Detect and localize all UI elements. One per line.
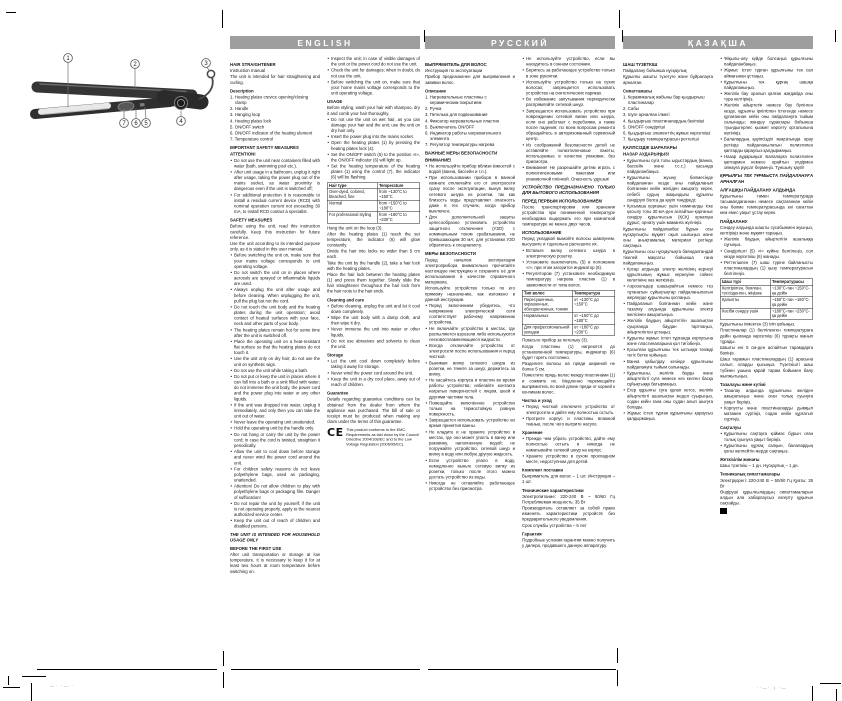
callout-7: 7 (122, 121, 126, 127)
paragraph: Прибор предназначен для выпрямления и завивки волос. (425, 74, 515, 85)
section-heading: Чистка и уход (522, 398, 552, 404)
bullet-item: • Inspect the unit; in case of visible damages of the unit or the power cord do not use the unit. (327, 56, 420, 67)
numbered-item: 4. Қыздырғыш пластиналардың бекіткіші (623, 118, 705, 124)
bullet-item: • Всегда отключайте устройство от электросети после использования и перед чисткой. (425, 343, 515, 360)
bullet-item: • Before switching the unit on, make sure that your home mains voltage corresponds to the unit operating voltage. (327, 79, 420, 96)
bullet-item: • Open the heating plates (1) by pressing the heating plates lock (4). (327, 140, 420, 151)
bullet-item: • Hold the operating unit by the handle only. (230, 426, 320, 432)
section-heading: Технические характеристики (522, 487, 584, 493)
temperature-dial (175, 97, 188, 110)
fold-mark (617, 648, 618, 663)
crop-mark (820, 683, 841, 684)
bullet-item: • Во избежание запутывания периодически распрямляйте сетевой шнур. (522, 97, 615, 108)
bullet-item: • Не используйте прибор вблизи ёмкостей с водой (ванна, бассейн и т.п.). (425, 163, 515, 174)
bullet-item: • Place the operating unit on a heat-resistant flat surface so that the heating plates do not touch it. (230, 339, 320, 356)
paragraph: After the heating plates (1) reach the set temperature, the indicator (6) will glow constantly. (327, 231, 420, 248)
language-header-russian (425, 36, 615, 49)
callout-3: 3 (204, 61, 208, 67)
section-english (230, 36, 420, 574)
bullet-item: • Вставьте вилку сетевого шнура в электрическую розетку. (522, 248, 615, 259)
bullet-item: • Желілік баудың айыртетігін ашалықтан суырғанда баудан тартпаңыз, айыртетіктен ұстаңыз. (623, 318, 713, 335)
section-heading: АЛҒАШҚЫ ПАЙДАЛАНУ АЛДЫНДА (720, 187, 796, 193)
paragraph: Use the unit according to its intended purpose only, as it is stated in this user manual. (230, 240, 320, 252)
table-cell: от ~150°С до ~180°С (572, 313, 615, 324)
attention-heading: НАЗАР АУДАРЫҢЫЗ! (623, 151, 670, 157)
paragraph: Поместите прядь волос между пластинами (1) и сожмите их. Медленно перемещайте выпрямитель по всей длине пряди от корней к кончикам волос. (522, 372, 615, 395)
table-header-cell: Temperature (377, 183, 420, 189)
table-header-cell: Температурасы (770, 279, 813, 285)
section-heading: ШАШ ТҮЗЕТКІШ (623, 62, 658, 67)
table-cell: от ~180°С до ~230°С (572, 324, 615, 335)
crop-mark (31, 683, 32, 701)
ce-certification-block (327, 428, 420, 447)
section-heading: SAFETY MEASURES (230, 217, 273, 223)
crop-mark (6, 12, 16, 13)
bullet-item: • Желілік баудың айыртетігін ашалыққа сұғыңыз. (720, 237, 813, 248)
table-cell: Пересушенных, окрашенных, обесцвеченных, тонких (522, 297, 572, 313)
bullet-item: • Қосылған құрылғыны тек ыстыққа төзімді тегіс бетке қойыңыз. (623, 347, 713, 358)
bullet-item: • Не касайтесь корпуса и пластин во время работы устройства; избегайте контакта нагретых поверхностей с лицом, шеей и другими частями тела. (425, 378, 515, 400)
bullet-item: • Ванна қабылдау кезінде құрылғыны пайдалануға тыйым салынады. (623, 359, 713, 370)
section-heading: Хранение (522, 430, 543, 436)
section-heading: Комплект поставки (522, 467, 563, 473)
table-cell: Кәсіби сәндеу үшін (720, 308, 770, 319)
crop-mark (8, 676, 9, 685)
bottom-rule (231, 669, 420, 670)
paragraph: Выпрямитель для волос – 1 шт. Инструкция – 1 шт. (522, 473, 615, 485)
paragraph: Before styling, wash your hair with shampoo, dry it and comb your hair thoroughly. (327, 105, 420, 116)
bullet-item: • Егер құрылғы суға құлап кетсе, желілік айыртетікті ашалықтан жедел суырыңыз, содан кейін ғана оны судан алып шығуға болады. (623, 388, 713, 410)
bullet-item: • Не используйте устройство, если вы находитесь в сонном состоянии. (522, 56, 615, 67)
bullet-item: • For children safety reasons do not leave polyethylene bags, used as packaging, unattended. (230, 466, 320, 483)
bullet-item: • Из соображений безопасности детей не оставляйте полиэтиленовые пакеты, используемые в качестве упаковки, без присмотра. (522, 142, 615, 164)
paragraph: Шаш тарамын пластиналардың (1) арасына салып, оларды қысыңыз. Түзеткішті шаш түбінен ұшына қарай тарам бойымен баяу жылжытыңыз. (720, 356, 813, 379)
table-cell: ~130°С-тан ~150°С-қа дейін (770, 285, 813, 296)
table-cell: from ~150°C to ~180°C (377, 200, 420, 211)
bullet-item: • For additional protection it is reasonable to install a residual current device (RCD) with nominal operation current not exceeding 30 mA, to install RCD contact a specialist. (230, 192, 320, 214)
bullet-item: • При использовании прибора в ванной комнате отключайте его от электросети сразу после эксплуатации, вынув вилку сетевого шнура из розетки, так как близость воды представляет опасность даже в тех случаях, когда прибор выключен; (425, 175, 515, 214)
language-header-english (230, 36, 420, 49)
table-row (327, 212, 420, 223)
table-cell: Для профессиональной укладки (522, 324, 572, 335)
bullet-item: • Не включайте устройство в местах, где распыляются аэрозоли либо используются легковоспламеняющиеся жидкости. (425, 326, 515, 343)
table-row (720, 297, 813, 308)
bullet-item: • Wipe the unit body with a damp cloth, and then wipe it dry. (327, 315, 420, 326)
language-header-label: ҚАЗАҚША (687, 37, 749, 48)
paragraph: Instruction manual (230, 68, 266, 74)
bullet-item: • Check the unit for damages; when in doubt, do not use the unit. (327, 68, 420, 79)
paragraph: Сәндеу алдында шашты сусабынмен жуыңыз, кептіріңіз және мұқият тараңыз. (720, 224, 813, 236)
bullet-item: • Перед включением убедитесь, что напряжение электрической сети соответствует рабочему напряжению устройства. (425, 303, 515, 325)
bullet-item: • Реттегішпен (7) шаш түріне байланысты пластиналардың (1) қызу температурасын белгілеңіз. (720, 260, 813, 277)
bullet-item: • Never immerse the unit into water or other liquids. (327, 327, 420, 338)
paragraph: The unit is intended for hair straightening and curling. (230, 74, 320, 85)
table-cell: from ~180°C to ~230°C (377, 212, 420, 223)
section-kazakh (623, 36, 813, 506)
table-row (327, 189, 420, 200)
paragraph: Құрылғыны осы нұсқаулықта баяндалғандай тікелей мақсаты бойынша ғана пайдаланыңыз. (623, 249, 713, 266)
numbered-item: 5. ON/OFF сөндіргіші (623, 124, 665, 130)
paragraph: Инструкция по эксплуатации (425, 68, 483, 74)
fold-mark (617, 670, 618, 686)
bullet-item: • Пайдаланып болғаннан кейін және тазалау алдында құрылғыны электр желісінен ажыратыңыз. (623, 301, 713, 318)
household-use-notice: THE UNIT IS INTENDED FOR HOUSEHOLD USAGE ONLY (230, 531, 320, 543)
callout-1: 1 (66, 56, 70, 62)
certification-mark-icon (720, 508, 727, 514)
bullet-item: • Do not use the unit near containers filled with water (bath, swimming pool etc.). (230, 158, 320, 169)
product-illustration (28, 50, 220, 136)
section-heading: Гарантия (522, 531, 542, 537)
numbered-item: 6. Қыздырғыш элементтің жұмыс көрсеткіші (623, 130, 711, 136)
section-heading: ВЫПРЯМИТЕЛЬ ДЛЯ ВОЛОС (425, 62, 487, 67)
fold-mark (223, 651, 224, 666)
bullet-item: • Never wind the power cord around the unit. (327, 370, 420, 376)
table-row (720, 308, 813, 319)
temperature-table (522, 290, 615, 336)
section-heading: ПЕРЕД ПЕРВЫМ ИСПОЛЬЗОВАНИЕМ (522, 198, 602, 204)
section-heading: МЕРЫ БЕЗОПАСНОСТИ (425, 251, 476, 257)
callout-4: 4 (179, 119, 183, 125)
ce-mark-icon: CE (327, 426, 344, 440)
paragraph: Before using the unit, read this instruction carefully. Keep this instruction for future reference. (230, 223, 320, 240)
table-header-cell: Тип волос (522, 290, 572, 296)
section-heading: ВАЖНЫЕ МЕРЫ БЕЗОПАСНОСТИ (425, 150, 498, 156)
household-use-notice: УСТРОЙСТВО ПРЕДНАЗНАЧЕНО ТОЛЬКО ДЛЯ БЫТОВОГО ИСПОЛЬЗОВАНИЯ (522, 184, 615, 195)
bullet-item: • Let the unit cool down completely before taking it away for storage. (327, 359, 420, 370)
table-cell: Over-dyed, colored, bleached, fine (327, 189, 377, 200)
bullet-item: • Keep the unit in a dry cool place, away out of reach of children. (327, 376, 420, 387)
section-heading: Сипаттамасы (623, 88, 652, 94)
paragraph: After unit transportation or storage at low temperature, it is necessary to keep it for at least two hours at room temperature before switching on. (230, 552, 320, 574)
section-heading: BEFORE THE FIRST USE (230, 545, 282, 551)
numbered-item: 5. Выключатель ON/OFF (425, 124, 475, 130)
section-heading: Жеткізілім жинағы (720, 457, 760, 463)
bullet-item: • Allow the unit to cool down before storage and never wind the power cord around the unit. (230, 449, 320, 466)
bullet-item: • Құрылғыны құрғақ салқын, балалардың қолы жетпейтін жерде сақтаңыз. (720, 443, 813, 454)
language-header-label: РУССКИЙ (490, 37, 550, 48)
bullet-item: • Сөндіргішті (5) «I» күйіне белгілеңіз, сол кезде көрсеткіш (6) жанады. (720, 248, 813, 259)
bullet-item: • Вынимая вилку сетевого шнура из розетки, не тяните за шнур, держитесь за вилку. (425, 360, 515, 377)
table-row (720, 285, 813, 296)
numbered-item: 7. Регулятор температуры нагрева (425, 142, 495, 148)
bullet-item: • Аэрозольдер шашырайтын немесе тез тұтанатын сұйықтықтар пайдаланылатын жерлерде құрылғыны қоспаңыз. (623, 284, 713, 301)
section-heading: ИСПОЛЬЗОВАНИЕ (522, 229, 562, 235)
bullet-item: • Do not use abrasives and solvents to clean the unit. (327, 338, 420, 349)
bullet-item: • Keep the unit out of reach of children and disabled persons. (230, 518, 320, 529)
paragraph: Перед укладкой вымойте волосы шампунем, высушите и тщательно расчешите их. (522, 236, 615, 247)
bullet-item: • Желілік бау оралып қалған жағдайда оны тура келтіріңіз. (720, 91, 813, 102)
table-cell: от ~130°С до ~150°С (572, 297, 615, 313)
paragraph: Take the unit by the handle (2), take a hair lock with the heating plates. (327, 260, 420, 271)
bullet-item: • Для дополнительной защиты целесообразно установить устройство защитного отключения (УЗО) с номинальным током срабатывания, не превышающим 30 мА; для установки УЗО обратитесь к специалисту. (425, 215, 515, 249)
bullet-item: • Назар аударыңыз! Балаларға полиэтилен қаптармен немесе орайтын үлдірмен ойнауға рұқсат бермеңіз. Тұншығу қаупі! (720, 154, 813, 171)
print-footer-mark-left: —· ·—·· (50, 683, 75, 688)
bullet-item: • Не кладите и не храните устройство в местах, где оно может упасть в ванну или раковину, наполненную водой; не погружайте устройство, сетевой шнур и вилку в воду или любую другую жидкость. (425, 429, 515, 457)
bullet-item: • If the unit was dropped into water, unplug it immediately, and only then you can take the unit out of water. (230, 402, 320, 419)
temperature-table (720, 279, 813, 320)
numbered-item: 1. Керамикалық жабыны бар қыздырғыш пластиналар (623, 94, 705, 106)
crop-mark (836, 689, 837, 701)
paragraph: Используйте устройство только по его прямому назначению, как изложено в данной инструкции. (425, 285, 515, 302)
bullet-item: • Before switching the unit on, make sure that your mains voltage corresponds to unit operating voltage. (230, 253, 320, 270)
bullet-item: • Do not hang or carry the unit by the power cord; in case the cord is twisted, straighten it periodically. (230, 432, 320, 449)
bullet-item: • Set the ON/OFF switch (5) to the position «I», the ON/OFF indicator (6) will light up. (327, 152, 420, 163)
russian-column-1 (425, 56, 515, 669)
paragraph: Құрылғыны ілмектен (3) іліп қойыңыз. (720, 321, 796, 327)
bullet-item: • Помещайте включённое устройство только на термостойкую ровную поверхность. (425, 400, 515, 417)
bullet-item: • Перед чисткой отключите устройство от электросети и дайте ему полностью остыть. (522, 404, 615, 415)
numbered-item: 3. Hanging loop (230, 112, 261, 118)
attention-heading: ATTENTION! (230, 151, 256, 157)
bullet-item: • Внимание! Не разрешайте детям играть с полиэтиленовыми пакетами или упаковочной плёнкой. Опасность удушья! (522, 165, 615, 182)
paragraph: Шаш түзеткіш – 1 дн. Нұсқаулық – 1 дн. (720, 463, 799, 469)
bullet-item: • Құрылғыны жуыну бөлмесінде пайдаланған кезде оны пайдаланып болғаннан кейін желіден ажырату керек, себебі судың жақындығы құрылғы сөндірулі болса да қауіп төндіреді; (623, 175, 713, 203)
section-heading: IMPORTANT SAFETY MEASURES (230, 145, 299, 151)
numbered-item: 4. Heating plates lock (230, 118, 272, 124)
table-cell: ~180°С-тан ~230°С-қа дейін (770, 308, 813, 319)
bullet-item: • Құрылғы жұмыс істеп тұрғанда корпусына және пластиналарына қол тигізбеңіз. (623, 335, 713, 346)
callout-2: 2 (133, 62, 137, 68)
bullet-item: • Запрещается использовать устройство во время принятия ванны. (425, 418, 515, 429)
section-heading: Description (230, 88, 254, 94)
crop-mark (812, 686, 813, 701)
ce-statement: This product conforms to the EMC-Requirements as laid down by the Council Directive 2004/108/ЕС and to the Low Voltage Regulation (2006/95/ЕС). (346, 427, 419, 447)
bullet-item: • Қосар алдында электр желісінің кернеуі құрылғының жұмыс кернеуіне сәйкес келетініне көз жеткізіңіз. (623, 266, 713, 283)
section-heading: Техникалық сипаттамалары (720, 471, 781, 477)
callout-6: 6 (134, 121, 138, 127)
numbered-item: 2. Handle (230, 106, 249, 112)
numbered-item: 6. Индикатор работы нагревательного элемента (425, 130, 502, 142)
table-header-cell: Hair type (327, 183, 377, 189)
paragraph: После транспортировки или хранения устройства при пониженной температуре необходимо выдержать его при комнатной температуре не менее двух часов. (522, 204, 615, 227)
table-row (522, 313, 615, 324)
crop-mark (22, 676, 46, 677)
bullet-item: • Attention! Do not allow children to play with polyethylene bags or packaging film. Danger of suffocation! (230, 484, 320, 501)
crop-mark (3, 687, 20, 688)
table-cell: ~150°С-тан ~180°С-қа дейін (770, 297, 813, 308)
table-cell: For professional styling (327, 212, 377, 223)
bullet-item: • Before cleaning, unplug the unit and let it cool down completely. (327, 303, 420, 314)
table-row (522, 297, 615, 313)
section-heading: ПАЙДАЛАНУ (720, 218, 748, 224)
bullet-item: • Регулятором (7) установите необходимую температуру нагрева пластин (1) в зависимости от типа волос. (522, 271, 615, 288)
section-heading: ҚАУІПСІЗДІК ШАРАЛАРЫ (623, 145, 677, 151)
power-switch (140, 103, 145, 107)
bullet-item: • After unit usage in a bathroom, unplug it right after usage, taking the power plug out of the mains socket, as water proximity is dangerous even if the unit is switched off; (230, 169, 320, 191)
paragraph: Повесьте прибор за петельку (3). (522, 337, 588, 343)
paragraph: Details regarding guarantee conditions can be obtained from the dealer from whom the appliance was purchased. The bill of sale or receipt must be produced when making any claim under the terms of this guarantee. (327, 396, 420, 425)
bullet-item: • Do not use the unit on wet hair, as you can damage your hair and the unit; use the unit on dry hair only. (327, 117, 420, 134)
bullet-item: • Прежде чем убрать устройство, дайте ему полностью остыть и никогда не наматывайте сетевой шнур на корпус. (522, 436, 615, 453)
table-row (327, 200, 420, 211)
paragraph: Разделите волосы на пряди шириной не более 5 см. (522, 361, 615, 372)
bullet-item: • Корпусты және пластиналарды дымқыл матамен сүртіңіз, содан кейін құрғатып сүртіңіз. (720, 405, 813, 422)
table-cell: Нормальных (522, 313, 572, 324)
bullet-item: • Құрылғыны, желілік бауды және айыртетікті суға немесе кез келген басқа сұйықтыққа батырмаңыз. (623, 370, 713, 387)
bullet-item: • Құрылғыны суға толы ыдыстардың (ванна, бассейн және т.с.с.) қасында пайдаланбаңыз. (623, 158, 713, 175)
bullet-item: • Если устройство упало в воду, немедленно выньте сетевую вилку из розетки, только после этого можно достать устройство из воды. (425, 458, 515, 480)
paragraph: Электрқорегі: 220-240 В ~ 50/60 Гц Қуаты: 35 Вт (720, 477, 813, 489)
bullet-item: • Do not switch the unit on in places where aerosols are sprayed or inflammable liquids are used. (230, 270, 320, 287)
numbered-item: 1. Нагревательные пластины с керамическим покрытием (425, 94, 487, 106)
paragraph: Құрылғы шашты түзетуге және бұйралауға арналған. (623, 74, 713, 85)
fold-mark (622, 30, 623, 42)
numbered-item: 3. Петелька для подвешивания (425, 112, 488, 118)
bullet-item: • Do not use the unit while taking a bath. (230, 368, 320, 374)
household-use-notice: ҚҰРЫЛҒЫ ТЕК ТҰРМЫСТА ПАЙДАЛАНУҒА АРНАЛҒАН (720, 173, 813, 184)
english-column-2 (327, 56, 420, 669)
section-russian (425, 36, 615, 549)
bullet-item: • Балалардың қауіпсіздігі мақсатында орау ретінде пайдаланылатын полиэтилен қаптарды қараусыз қалдырмаңыз. (720, 137, 813, 154)
russian-column-2 (522, 56, 615, 669)
bullet-item: • Запрещается использовать устройство при повреждении сетевой вилки или шнура, если оно работает с перебоями, а также после падения; по всем вопросам ремонта обращайтесь в авторизованный сервисный центр. (522, 108, 615, 142)
paragraph: Пластиналар (1) белгіленген температураға дейін қызғанда көрсеткіш (6) тұрақты жанып тұрады. (720, 327, 813, 344)
temperature-table (327, 182, 420, 223)
bullet-item: • Жұмыс істеп тұрған құрылғыны қараусыз қалдырмаңыз. (623, 411, 713, 422)
bottom-rule (428, 669, 616, 670)
paragraph: Производитель оставляет за собой право изменять характеристики устройств без предварительного уведомления. (522, 505, 615, 522)
table-cell: Кептірілген, боялған, түссізденген, жіңішке (720, 285, 770, 296)
fold-mark (223, 672, 224, 688)
bullet-item: • Храните устройство в сухом прохладном месте, недоступном для детей. (522, 453, 615, 464)
attention-heading: ВНИМАНИЕ! (425, 157, 452, 163)
paragraph: Place the hair lock between the heating plates (1) and press them together. Slowly slide the hair straightener throughout the hair lock from the hair roots to the hair ends. (327, 271, 420, 294)
bullet-item: • Never leave the operating unit unattended. (230, 420, 320, 426)
numbered-item: 1. Heating plates crevice opening/closing clamp (230, 94, 309, 106)
numbered-item: 2. Ручка (425, 106, 442, 112)
paragraph: Когда пластины (1) нагреются до установленной температуры, индикатор (6) будет гореть постоянно. (522, 343, 615, 360)
paragraph: Құрылғыны төмен температурада тасымалдағаннан немесе сақтағаннан кейін оны бөлме температурасында екі сағаттан кем емес уақыт ұстау керек. (720, 193, 813, 216)
table-row (522, 324, 615, 335)
section-heading: Сақталуы (720, 425, 741, 431)
bullet-item: • Беритесь за работающее устройство только в зоне рукоятки. (522, 68, 615, 79)
callout-5: 5 (144, 121, 148, 127)
print-footer-mark-right: ··—· | ·— (757, 685, 788, 690)
section-heading: Тазалауы және күтімі (720, 381, 766, 387)
bullet-item: • Никогда не оставляйте работающее устройство без присмотра. (425, 481, 515, 492)
paragraph: Подробные условия гарантии можно получить у дилера, продавшего данную аппаратуру. (522, 537, 615, 549)
paragraph: Срок службы устройства – 5 лет (522, 522, 587, 528)
section-heading: USAGE (327, 99, 343, 105)
numbered-item: 7. Қыздыру температурасын реттегіші (623, 136, 699, 142)
bullet-item: • Use the unit only on dry hair; do not use the unit on synthetic wigs. (230, 356, 320, 367)
numbered-item: 7. Temperature control (230, 136, 273, 142)
numbered-item: 4. Фиксатор нагревательных пластин (425, 118, 500, 124)
english-column-1 (230, 56, 320, 669)
fold-mark (222, 10, 223, 28)
bullet-item: • Insert the power plug into the mains socket. (327, 134, 420, 140)
language-header-kazakh (623, 36, 813, 49)
bullet-item: • Do not repair the unit by yourself; if the unit is not operating properly, apply to the nearest authorized service center. (230, 501, 320, 518)
bullet-item: • Set the heating temperature of the heating plates (1) using the control (7), the indicator (6) will be flashing. (327, 164, 420, 181)
paragraph: Шашты ені 5 см-ден аспайтын тарамдарға бөліңіз. (720, 344, 813, 356)
fold-mark (835, 30, 836, 42)
kazakh-column-2 (720, 56, 813, 669)
fold-mark (619, 10, 620, 28)
bullet-item: • Always unplug the unit after usage and before cleaning. When unplugging the unit, pull the plug but not the cord. (230, 287, 320, 304)
section-heading: Storage (327, 352, 343, 358)
numbered-item: 3. Ілуге арналған ілмегі (623, 112, 670, 118)
bullet-item: • Установите выключатель (5) в положение «I», при этом загорится индикатор (6). (522, 259, 615, 270)
table-header-cell: Шаш түрі (720, 279, 770, 285)
section-heading: Описание (425, 88, 447, 94)
bullet-item: • Қосымша қорғаныс үшін номиналды іске қосылу тогы 30 мА-ден аспайтын қорғаныс сөндіру құрылғысын (ҚСҚ) орнатқан дұрыс; орнату үшін маманға жүгініңіз. (623, 203, 713, 225)
bullet-item: • Желілік айыртетік немесе бау бүлінген кезде, құрылғы іркіліспен істегенде немесе құлағаннан кейін оны пайдалануға тыйым салынады; жөндеу сұрақтары бойынша туындыгерлес қызмет көрсету орталығына жүгініңіз. (720, 103, 813, 137)
paragraph: Құрылғыны пайдаланбас бұрын осы нұсқаулықты мұқият оқып шығыңыз және оны анықтамалық материал ретінде сақтаңыз. (623, 226, 713, 249)
paragraph: Hang the unit on the loop (3). (327, 225, 383, 231)
bullet-item: • Используйте устройство только на сухих волосах; запрещается использовать устройство на синтетических париках. (522, 79, 615, 96)
table-cell: from ~130°C to ~150°C (377, 189, 420, 200)
hanging-loop (207, 70, 214, 77)
paragraph: Пайдалану бойынша нұсқаулық (623, 68, 687, 74)
paragraph: Электропитание: 220-240 В ~ 50/60 Гц Потребляемая мощность: 35 Вт (522, 493, 615, 505)
bullet-item: • Do not touch the unit body and the heating plates during the unit operation; avoid contact of heated surfaces with your face, neck and other parts of your body. (230, 304, 320, 326)
bullet-item: • Тазалау алдында құрылғыны желіден ажыратыңыз және оған толық суынуға уақыт беріңіз. (720, 388, 813, 405)
kazakh-column-1 (623, 56, 713, 669)
bullet-item: • The heating plates remain hot for some time after the unit is switched off. (230, 327, 320, 338)
bottom-rule (37, 669, 217, 670)
section-heading: Guarantee (327, 390, 349, 396)
numbered-item: 6. ON/OFF indicator of the heating element (230, 130, 313, 136)
bullet-item: • Do not put or keep the unit in places where it can fall into a bath or a sink filled with water; do not immerse the unit body, the power cord and the power plug into water or any other liquids. (230, 374, 320, 402)
section-heading: HAIR STRAIGHTENER (230, 62, 276, 67)
section-heading: Cleaning and care (327, 297, 365, 303)
bullet-item: • Протрите корпус и пластины влажной тканью, после чего вытрите насухо. (522, 416, 615, 427)
bullet-item: • Ұйқылы-ояу күйде болсаңыз құрылғыны пайдаланбаңыз. (720, 56, 813, 67)
table-cell: Normal (327, 200, 377, 211)
bullet-item: • Жұмыс істеп тұрған құрылғыны тек сап аймағынан ұстаңыз. (720, 68, 813, 79)
paragraph: Өндіруші құрылғылардың сипаттамаларын алдын ала хабарлаусыз өзгерту құқығын сақтайды. (720, 489, 813, 506)
bullet-item: • Құрылғыны сақтауға қоймас бұрын оған толық суынуға уақыт беріңіз. (720, 431, 813, 442)
numbered-item: 5. ON/OFF switch (230, 124, 265, 130)
bullet-item: • Құрылғыны тек құрғақ шашқа пайдаланыңыз. (720, 79, 813, 90)
table-cell: Қалыпты (720, 297, 770, 308)
table-header-cell: Температура (572, 290, 615, 296)
fold-mark (424, 30, 425, 42)
paragraph: Перед началом эксплуатации электроприбора внимательно прочитайте настоящую инструкцию и сохраните её для использования в качестве справочного материала. (425, 257, 515, 285)
paragraph: Divide the hair into locks no wider than 5 cm each. (327, 248, 420, 260)
language-header-label: ENGLISH (297, 37, 353, 48)
numbered-item: 2. Сабы (623, 106, 639, 112)
